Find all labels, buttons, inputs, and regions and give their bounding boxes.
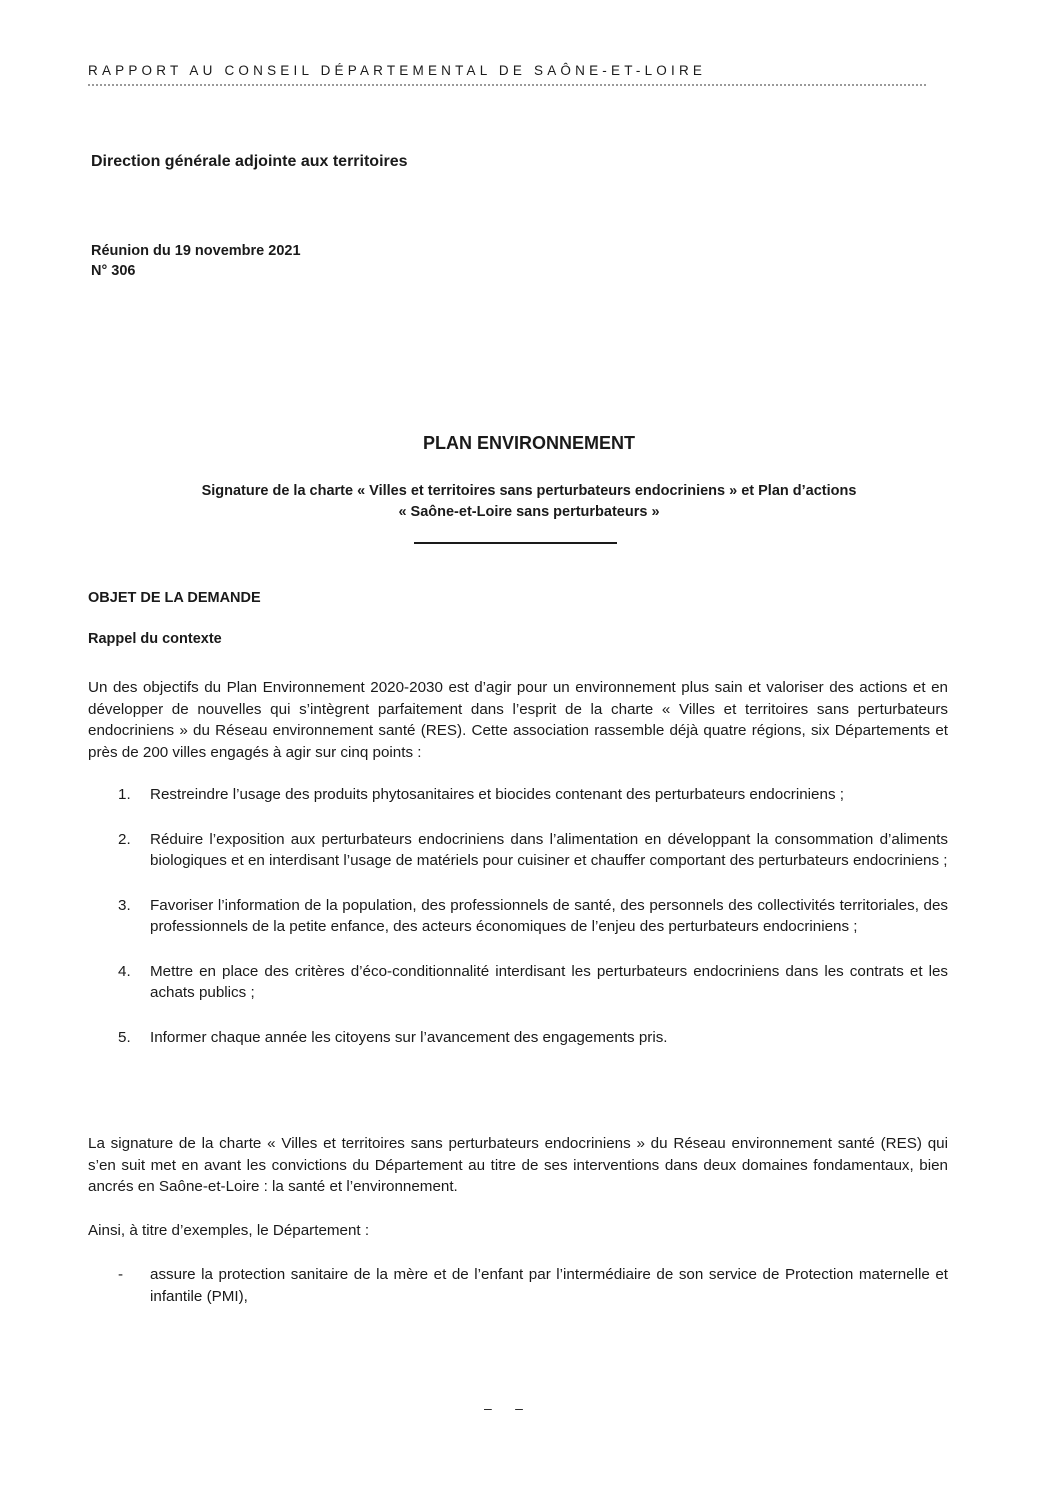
list-number: 5. bbox=[118, 1028, 131, 1046]
list-number: 3. bbox=[118, 896, 131, 914]
list-item bbox=[118, 961, 948, 1004]
list-text: Réduire l’exposition aux perturbateurs endocriniens dans l’alimentation en développant la consommation d’aliments biologiques et en interdisant l’usage de matériels pour cuisiner et chauffer comportant des perturbateurs endocriniens ; bbox=[150, 830, 948, 869]
list-item bbox=[118, 1264, 948, 1307]
page-footer: – – bbox=[484, 1400, 523, 1416]
list-text: Informer chaque année les citoyens sur l’avancement des engagements pris. bbox=[150, 1028, 668, 1046]
list-number: 4. bbox=[118, 962, 131, 980]
list-item bbox=[118, 1027, 948, 1049]
title-divider bbox=[414, 542, 617, 544]
list-number: 1. bbox=[118, 786, 131, 803]
list-item bbox=[118, 784, 948, 806]
paragraph-context: Un des objectifs du Plan Environnement 2020-2030 est d’agir pour un environnement plus sain et valoriser des actions et en développer de nouvelles qui s’intègrent parfaitement dans l’esprit de la charte « Villes et territoires sans perturbateurs endocriniens » du Réseau environnement santé (RES). Cette association rassemble déjà quatre régions, six Départements et près de 200 villes engagés à agir sur cinq points : bbox=[88, 679, 948, 761]
direction-label: Direction générale adjointe aux territoires bbox=[91, 153, 408, 170]
commitments-list bbox=[118, 784, 948, 1071]
list-item bbox=[118, 895, 948, 938]
list-number: 2. bbox=[118, 830, 131, 848]
meeting-date: Réunion du 19 novembre 2021 bbox=[91, 243, 301, 259]
list-text: Favoriser l’information de la population, des professionnels de santé, des personnels des collectivités territoriales, des professionnels de la petite enfance, des acteurs économiques de l’enjeu des perturbateurs endocriniens ; bbox=[150, 896, 948, 935]
paragraph-signature: La signature de la charte « Villes et territoires sans perturbateurs endocriniens » du Réseau environnement santé (RES) qui s’en suit met en avant les convictions du Département au titre de ses interventions dans deux domaines fondamentaux, bien ancrés en Saône-et-Loire : la santé et l’environnement. bbox=[88, 1135, 948, 1195]
paragraph-examples: Ainsi, à titre d’exemples, le Département : bbox=[88, 1222, 370, 1239]
subtitle-line-1: Signature de la charte « Villes et territoires sans perturbateurs endocriniens » et Plan d’actions bbox=[201, 483, 857, 499]
subtitle-line-2: « Saône-et-Loire sans perturbateurs » bbox=[398, 504, 660, 520]
section-title: OBJET DE LA DEMANDE bbox=[88, 590, 261, 606]
list-dash: - bbox=[118, 1266, 124, 1283]
list-item bbox=[118, 829, 948, 872]
meeting-number: N° 306 bbox=[91, 263, 136, 279]
report-header: RAPPORT AU CONSEIL DÉPARTEMENTAL DE SAÔNE-ET-LOIRE bbox=[88, 63, 707, 78]
document-title: PLAN ENVIRONNEMENT bbox=[422, 433, 635, 453]
document-subtitle bbox=[0, 481, 1058, 523]
header-divider bbox=[88, 84, 926, 86]
list-text: Restreindre l’usage des produits phytosanitaires et biocides contenant des perturbateurs endocriniens ; bbox=[150, 786, 844, 803]
list-text: assure la protection sanitaire de la mère et de l’enfant par l’intermédiaire de son service de Protection maternelle et infantile (PMI), bbox=[150, 1266, 948, 1305]
subsection-title: Rappel du contexte bbox=[88, 631, 222, 647]
examples-list bbox=[118, 1264, 948, 1307]
meeting-info bbox=[91, 241, 301, 281]
list-text: Mettre en place des critères d’éco-conditionnalité interdisant les perturbateurs endocriniens dans les contrats et les achats publics ; bbox=[150, 962, 948, 1001]
